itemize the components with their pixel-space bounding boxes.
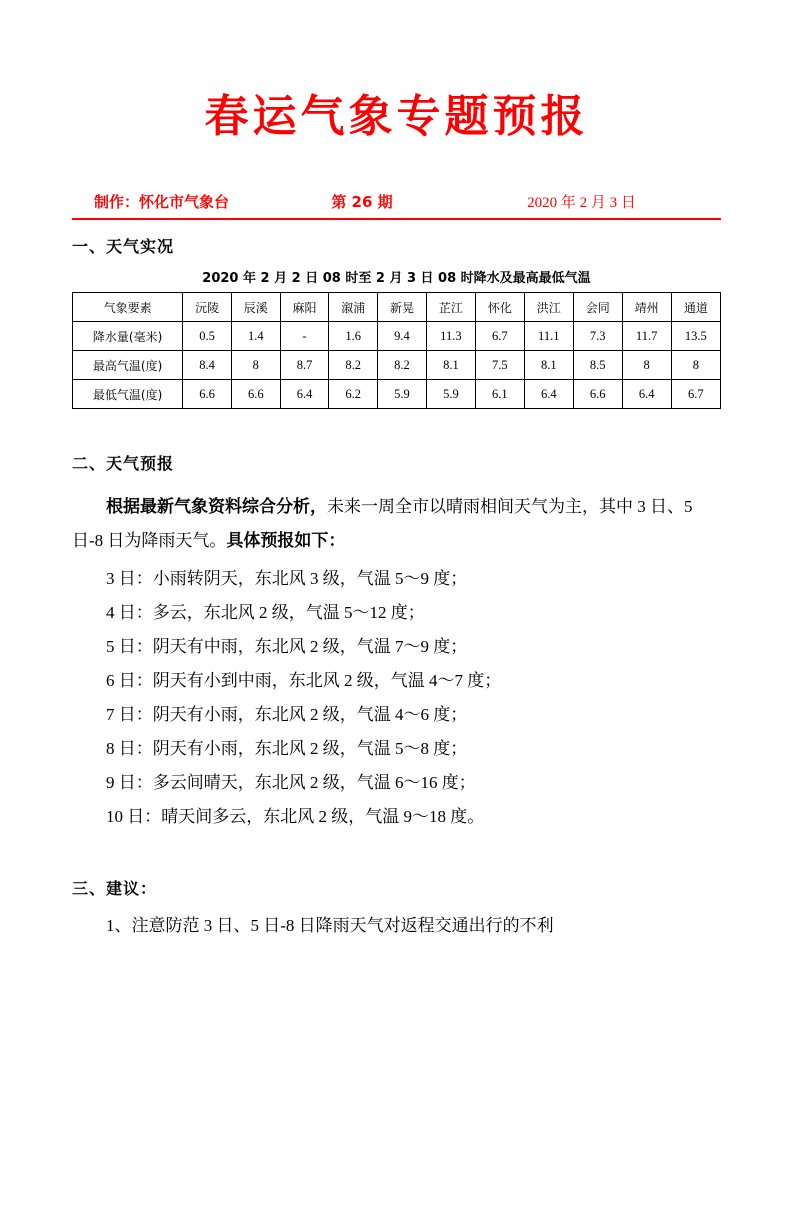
table-cell: 1.6 <box>329 322 378 351</box>
list-item: 9 日：多云间晴天，东北风 2 级，气温 6～16 度； <box>106 773 476 793</box>
table-row <box>73 351 721 380</box>
table-row <box>73 322 721 351</box>
table-cell: 8.2 <box>378 351 427 380</box>
table-cell: 11.1 <box>524 322 573 351</box>
table-cell: - <box>280 322 329 351</box>
table-column-header: 新晃 <box>378 293 427 322</box>
table-cell: 6.7 <box>475 322 524 351</box>
page-title: 春运气象专题预报 <box>204 91 589 142</box>
list-item: 8 日：阴天有小雨，东北风 2 级，气温 5～8 度； <box>106 739 468 759</box>
forecast-intro-strong-lead: 根据最新气象资料综合分析， <box>106 497 327 518</box>
table-cell: 5.9 <box>426 380 475 409</box>
byline <box>72 191 721 212</box>
table-column-header: 芷江 <box>426 293 475 322</box>
table-cell: 7.5 <box>475 351 524 380</box>
table-row-label: 最低气温(度) <box>73 380 183 409</box>
table-cell: 6.2 <box>329 380 378 409</box>
table-cell: 5.9 <box>378 380 427 409</box>
list-item: 1、注意防范 3 日、5 日-8 日降雨天气对返程交通出行的不利 <box>106 916 554 936</box>
table-cell: 8 <box>622 351 671 380</box>
table-column-header: 麻阳 <box>280 293 329 322</box>
table-row-label: 最高气温(度) <box>73 351 183 380</box>
table-row-label: 降水量(毫米) <box>73 322 183 351</box>
table-cell: 8 <box>231 351 280 380</box>
list-item: 5 日：阴天有中雨，东北风 2 级，气温 7～9 度； <box>106 637 468 657</box>
table-cell: 6.6 <box>573 380 622 409</box>
table-cell: 8.5 <box>573 351 622 380</box>
table-cell: 0.5 <box>183 322 232 351</box>
section-heading-observation: 一、天气实况 <box>72 237 175 257</box>
table-cell: 8.1 <box>426 351 475 380</box>
table-cell: 6.6 <box>183 380 232 409</box>
table-cell: 6.6 <box>231 380 280 409</box>
table-cell: 6.4 <box>622 380 671 409</box>
header-divider <box>72 218 721 220</box>
table-cell: 6.7 <box>671 380 720 409</box>
table-cell: 11.3 <box>426 322 475 351</box>
byline-date: 2020 年 2 月 3 日 <box>527 195 636 212</box>
table-column-header: 通道 <box>671 293 720 322</box>
section-heading-forecast: 二、天气预报 <box>72 454 175 474</box>
table-column-header: 洪江 <box>524 293 573 322</box>
list-item: 7 日：阴天有小雨，东北风 2 级，气温 4～6 度； <box>106 705 468 725</box>
forecast-intro-strong-tail: 具体预报如下： <box>226 531 346 552</box>
forecast-day-list <box>72 562 721 834</box>
table-cell: 6.1 <box>475 380 524 409</box>
section-heading-advice: 三、建议： <box>72 879 158 899</box>
table-column-header: 靖州 <box>622 293 671 322</box>
table-cell: 13.5 <box>671 322 720 351</box>
weather-observation-table <box>72 292 721 409</box>
table-row <box>73 380 721 409</box>
table-corner-label: 气象要素 <box>73 293 183 322</box>
table-cell: 6.4 <box>280 380 329 409</box>
advice-list <box>72 909 721 943</box>
table-cell: 6.4 <box>524 380 573 409</box>
table-caption: 2020 年 2 月 2 日 08 时至 2 月 3 日 08 时降水及最高最低气温 <box>202 271 591 287</box>
table-cell: 11.7 <box>622 322 671 351</box>
table-cell: 8.1 <box>524 351 573 380</box>
table-cell: 8 <box>671 351 720 380</box>
list-item: 10 日：晴天间多云，东北风 2 级，气温 9～18 度。 <box>106 807 485 827</box>
byline-issue-number: 第 26 期 <box>331 193 393 212</box>
table-cell: 8.2 <box>329 351 378 380</box>
list-item: 4 日：多云，东北风 2 级，气温 5～12 度； <box>106 603 425 623</box>
list-item: 3 日：小雨转阴天，东北风 3 级，气温 5～9 度； <box>106 569 468 589</box>
table-cell: 8.7 <box>280 351 329 380</box>
forecast-intro-paragraph <box>72 490 721 558</box>
table-cell: 9.4 <box>378 322 427 351</box>
byline-maker: 制作：怀化市气象台 <box>94 193 230 212</box>
table-column-header: 溆浦 <box>329 293 378 322</box>
document-page <box>0 88 793 1210</box>
table-cell: 1.4 <box>231 322 280 351</box>
forecast-intro <box>72 490 721 834</box>
forecast-intro-normal: 未来一周全市以晴雨相间天气为主，其中 3 日、5 日-8 日为降雨天气。 <box>72 497 693 551</box>
table-column-header: 怀化 <box>475 293 524 322</box>
table-cell: 7.3 <box>573 322 622 351</box>
list-item: 6 日：阴天有小到中雨，东北风 2 级，气温 4～7 度； <box>106 671 502 691</box>
table-cell: 8.4 <box>183 351 232 380</box>
table-header-row <box>73 293 721 322</box>
table-column-header: 辰溪 <box>231 293 280 322</box>
table-column-header: 会同 <box>573 293 622 322</box>
table-column-header: 沅陵 <box>183 293 232 322</box>
